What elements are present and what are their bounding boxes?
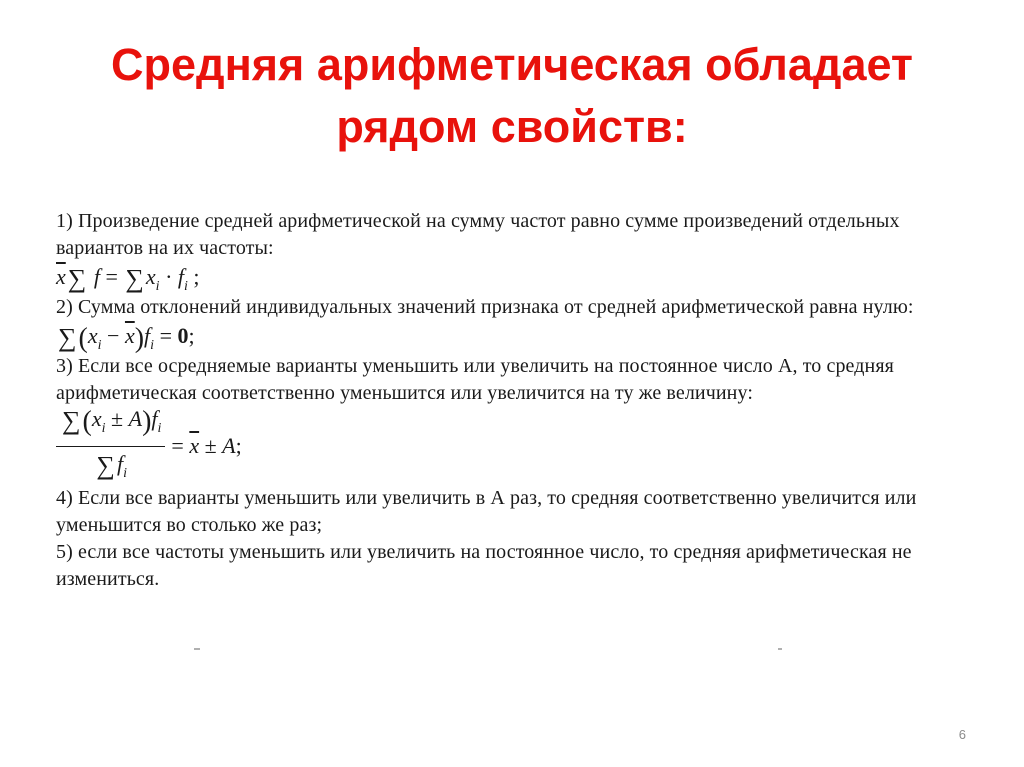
formula-token: A <box>128 405 143 431</box>
slide-title: Средняя арифметическая обладает рядом свойств: <box>111 39 913 152</box>
formula-token: · <box>165 264 173 289</box>
formula-token: i <box>101 420 106 436</box>
formula-token: − <box>107 323 120 348</box>
formula-token: 0 <box>177 323 189 348</box>
formula-token: ∑ <box>58 323 77 352</box>
formula-token: ; <box>235 433 242 458</box>
formula-token: f <box>93 264 100 289</box>
formula-token: $\overline{x}$ <box>189 433 200 458</box>
formula-token: f <box>144 323 151 348</box>
formula-token: ; <box>188 323 195 348</box>
fraction-numerator: $\sum(x_i \pm A)f_i$ <box>56 404 165 447</box>
property-1-text: 1) Произведение средней арифметической на сумму частот равно сумме произведений отдельных вариантов на их частоты: <box>56 210 900 259</box>
formula-token: i <box>184 279 188 294</box>
fraction <box>56 404 165 489</box>
formula-token: x <box>91 405 102 431</box>
fraction-denominator <box>56 447 165 489</box>
formula-token: x <box>145 264 156 289</box>
formula-token: = <box>171 433 184 458</box>
property-3-formula <box>56 407 986 485</box>
formula-token: i <box>157 420 162 436</box>
formula-token: f <box>177 264 185 289</box>
formula-token: x <box>87 323 98 348</box>
formula-token: ± <box>111 405 124 431</box>
property-4-text: 4) Если все варианты уменьшить или увеличить в А раз, то средняя соответственно увеличится или уменьшится во столько же раз; <box>56 487 917 536</box>
formula-token: = <box>159 323 172 348</box>
property-2-formula: $\sum(x_i - \overline{x})f_i = 0$; <box>58 323 195 354</box>
formula-token: $\overline{x}$ <box>124 323 135 348</box>
properties-list <box>56 208 986 593</box>
formula-token: ∑ <box>125 264 144 293</box>
formula-token: i <box>97 338 102 353</box>
formula-token: ± <box>204 433 217 458</box>
page-number: 6 <box>958 727 966 742</box>
formula-token: ∑ <box>62 405 81 435</box>
formula-token: f <box>116 450 124 476</box>
property-3-text: 3) Если все осредняемые варианты уменьшить или увеличить на постоянное число А, то средняя арифметическая соответственно уменьшится или увеличится на ту же величину: <box>56 355 894 404</box>
formula-token: ∑ <box>67 264 87 293</box>
formula-token: = <box>105 264 118 289</box>
property-1-formula <box>56 262 986 294</box>
formula-token: i <box>150 338 155 353</box>
formula-token: ∑ <box>96 450 115 480</box>
property-2-text: 2) Сумма отклонений индивидуальных значений признака от средней арифметической равна нулю: <box>56 296 914 318</box>
formula-token: i <box>123 465 127 481</box>
formula-token: A <box>222 433 236 458</box>
cut-off-text-line <box>56 648 786 654</box>
property-5-text: 5) если все частоты уменьшить или увеличить на постоянное число, то средняя арифметическая не измениться. <box>56 541 912 590</box>
formula-token: ; <box>193 264 200 289</box>
formula-token: i <box>155 279 160 294</box>
formula-token: f <box>151 405 158 431</box>
formula-token: $\overline{x}$ <box>56 264 66 289</box>
